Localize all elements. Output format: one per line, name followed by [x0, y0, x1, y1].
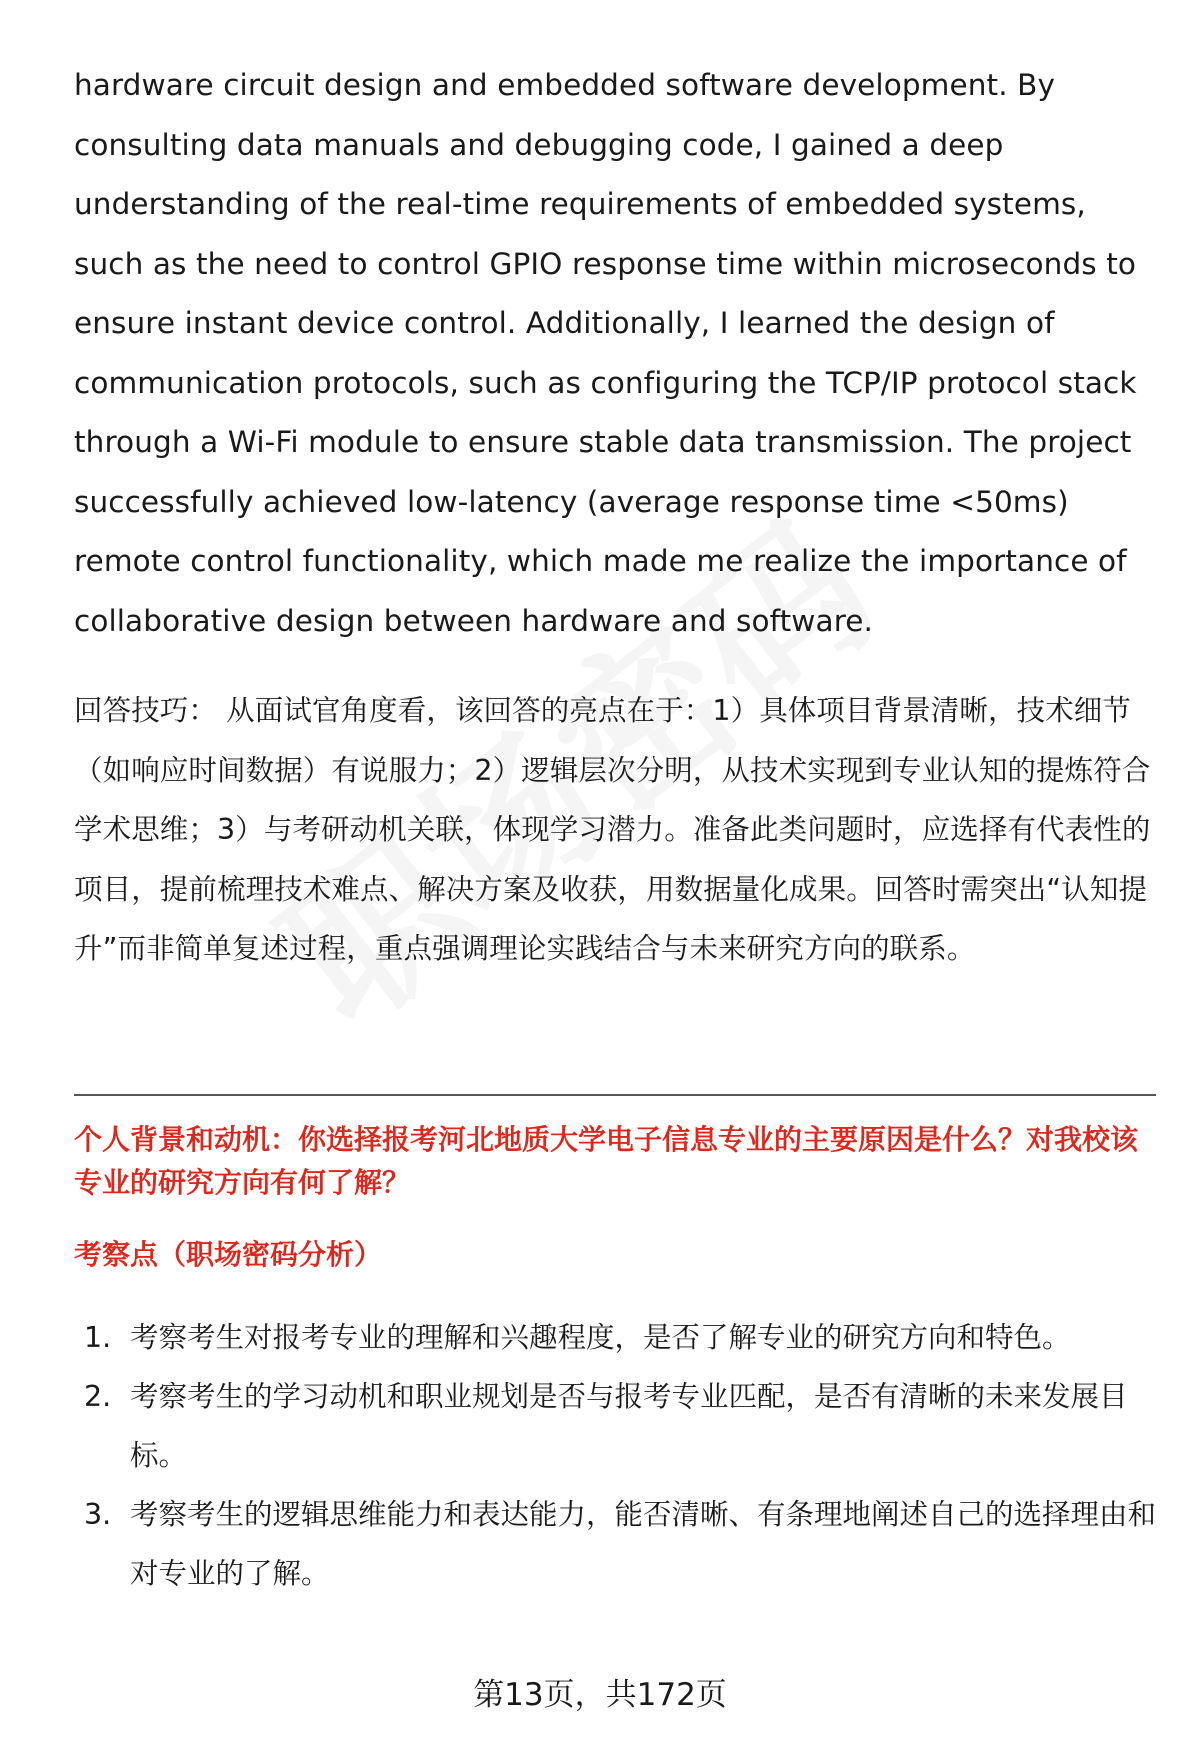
list-item-text: 考察考生的逻辑思维能力和表达能力，能否清晰、有条理地阐述自己的选择理由和对专业的了解。: [130, 1498, 1157, 1590]
list-item-text: 考察考生对报考专业的理解和兴趣程度，是否了解专业的研究方向和特色。: [130, 1321, 1071, 1354]
list-number: 2.: [84, 1380, 112, 1413]
list-number: 1.: [84, 1321, 112, 1354]
list-item: [74, 1308, 1156, 1367]
page-footer: 第13页，共172页: [473, 1677, 727, 1713]
list-item: [74, 1367, 1156, 1485]
section-heading: 考察点（职场密码分析）: [74, 1238, 383, 1271]
question-heading: 个人背景和动机：你选择报考河北地质大学电子信息专业的主要原因是什么？对我校该专业的研究方向有何了解？: [74, 1123, 1139, 1199]
list-item-text: 考察考生的学习动机和职业规划是否与报考专业匹配，是否有清晰的未来发展目标。: [130, 1380, 1128, 1472]
list-item: [74, 1485, 1156, 1603]
assessment-list: [74, 1308, 1156, 1603]
tips-paragraph: 回答技巧： 从面试官角度看，该回答的亮点在于：1）具体项目背景清晰，技术细节（如响应时间数据）有说服力；2）逻辑层次分明，从技术实现到专业认知的提炼符合学术思维；3）与考研动机关联，体现学习潜力。准备此类问题时，应选择有代表性的项目，提前梳理技术难点、解决方案及收获，用数据量化成果。回答时需突出“认知提升”而非简单复述过程，重点强调理论实践结合与未来研究方向的联系。: [74, 694, 1151, 965]
body-paragraph: hardware circuit design and embedded software development. By consulting data manuals and debugging code, I gained a deep understanding of the real-time requirements of embedded systems, such as the need to control GPIO response time within microseconds to ensure instant device control. Additionally, I learned the design of communication protocols, such as configuring the TCP/IP protocol stack through a Wi-Fi module to ensure stable data transmission. The project successfully achieved low-latency (average response time <50ms) remote control functionality, which made me realize the importance of collaborative design between hardware and software.: [74, 68, 1137, 638]
document-body: [74, 56, 1156, 979]
divider: [74, 1094, 1156, 1096]
list-number: 3.: [84, 1498, 112, 1531]
